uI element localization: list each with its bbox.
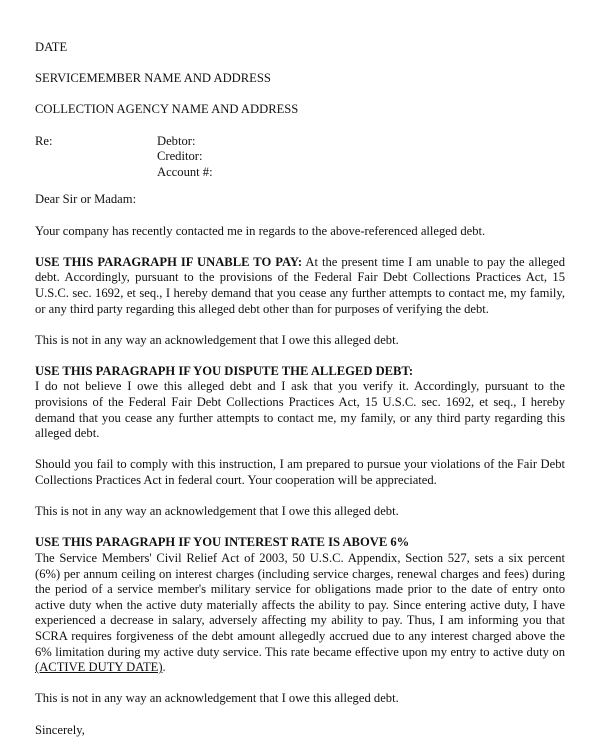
re-block — [35, 134, 565, 181]
unable-to-pay-text: At the present time I am unable to pay the alleged debt. Accordingly, pursuant to the provisions of the Federal Fair Debt Collections Practices Act, 15 U.S.C. sec. 1692, et seq., I hereby demand that you cease any further attempts to contact me, my family, or any third party regarding this alleged debt other than for purposes of verifying the debt. — [35, 254, 565, 316]
re-fields — [157, 134, 213, 181]
interest-heading: USE THIS PARAGRAPH IF YOU INTEREST RATE IS ABOVE 6% — [35, 535, 410, 550]
intro-paragraph: Your company has recently contacted me in regards to the above-referenced alleged debt. — [35, 223, 486, 238]
creditor-field: Creditor: — [157, 149, 203, 164]
servicemember-line: SERVICEMEMBER NAME AND ADDRESS — [35, 71, 271, 86]
date-line: DATE — [35, 40, 68, 54]
agency-line: COLLECTION AGENCY NAME AND ADDRESS — [35, 102, 299, 117]
dispute-text: I do not believe I owe this alleged debt and I ask that you verify it. Accordingly, pursuant to the provisions of the Federal Fair Debt Collections Practices Act, 15 U.S.C. sec. 1692, et seq., I hereby demand that you cease any further attempts to contact me, my family, or any third party regarding this alleged debt. — [35, 379, 565, 441]
comply-paragraph: Should you fail to comply with this instruction, I am prepared to pursue your violations of the Fair Debt Collections Practices Act in federal court. Your cooperation will be appreciated. — [35, 457, 565, 488]
dispute-paragraph — [35, 364, 565, 442]
not-acknowledgement-1: This is not in any way an acknowledgement that I owe this alleged debt. — [35, 332, 399, 347]
debtor-field: Debtor: — [157, 133, 196, 148]
unable-to-pay-heading: USE THIS PARAGRAPH IF UNABLE TO PAY: — [35, 254, 303, 269]
account-field: Account #: — [157, 164, 213, 179]
not-acknowledgement-2: This is not in any way an acknowledgement that I owe this alleged debt. — [35, 504, 399, 519]
letter-page — [35, 40, 565, 738]
re-label: Re: — [35, 133, 53, 148]
interest-paragraph — [35, 535, 565, 675]
not-acknowledgement-3: This is not in any way an acknowledgement that I owe this alleged debt. — [35, 691, 399, 706]
active-duty-date-placeholder: (ACTIVE DUTY DATE) — [35, 660, 163, 675]
salutation: Dear Sir or Madam: — [35, 192, 137, 207]
interest-text: The Service Members' Civil Relief Act of 2003, 50 U.S.C. Appendix, Section 527, sets a six percent (6%) per annum ceiling on interest charges (including service charges, renewal charges and fees) during the period of a service member's military service for obligations made prior to the date of entry onto active duty when the active duty materially affects the ability to pay. Since entering active duty, I have experienced a decrease in salary, adversely affecting my ability to pay. Thus, I am informing you that SCRA requires forgiveness of the debt amount allegedly accrued due to any interest charged above the 6% limitation during my active duty service. This rate became effective upon my entry to active duty on — [35, 551, 565, 659]
dispute-heading: USE THIS PARAGRAPH IF YOU DISPUTE THE ALLEGED DEBT: — [35, 363, 414, 378]
unable-to-pay-paragraph — [35, 255, 565, 317]
closing: Sincerely, — [35, 722, 85, 737]
interest-tail: . — [162, 660, 166, 675]
